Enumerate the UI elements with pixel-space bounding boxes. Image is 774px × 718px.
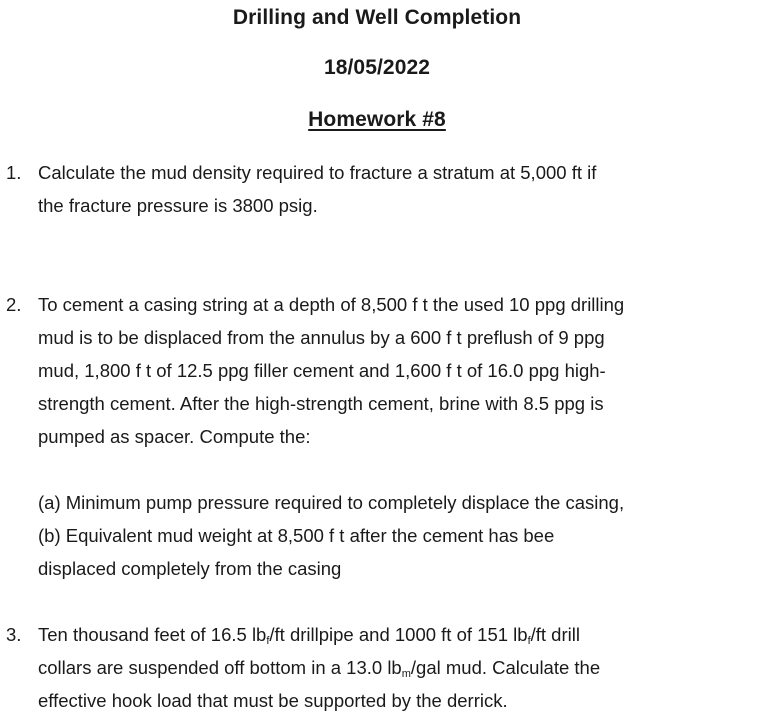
question-text-line: effective hook load that must be supported by the derrick. [38,690,508,711]
text-segment: collars are suspended off bottom in a 13.0 lb [38,657,402,678]
question-number: 3. [6,624,22,645]
part-b-text-continued: displaced completely from the casing [38,558,342,579]
question-text-line: the fracture pressure is 3800 psig. [38,195,318,216]
question-3 [0,618,774,718]
question-1 [0,156,774,226]
text-segment: Ten thousand feet of 16.5 lb [38,624,267,645]
question-text-line: To cement a casing string at a depth of 8,500 f t the used 10 ppg drilling [38,294,625,315]
text-segment: /ft drillpipe and 1000 ft of 151 lb [269,624,528,645]
unit-subscript: m [401,668,411,680]
assignment-date: 18/05/2022 [323,56,431,79]
question-text-line [38,618,580,651]
question-number: 2. [6,294,22,315]
question-text-line: mud, 1,800 f t of 12.5 ppg filler cement and 1,600 f t of 16.0 ppg high- [38,360,606,381]
question-text-line: Calculate the mud density required to fracture a stratum at 5,000 ft if [38,162,597,183]
question-2 [0,288,774,588]
homework-heading: Homework #8 [308,108,446,131]
question-text-line [38,651,600,684]
question-text-line: strength cement. After the high-strength cement, brine with 8.5 ppg is [38,393,604,414]
question-number: 1. [6,162,22,183]
course-title: Drilling and Well Completion [232,6,522,29]
unit-subscript: f [527,635,531,647]
part-b-text: (b) Equivalent mud weight at 8,500 f t after the cement has bee [38,525,555,546]
text-segment: /gal mud. Calculate the [410,657,601,678]
unit-subscript: f [266,635,270,647]
text-segment: /ft drill [530,624,580,645]
part-a-text: (a) Minimum pump pressure required to completely displace the casing, [38,492,625,513]
question-text-line: mud is to be displaced from the annulus by a 600 f t preflush of 9 ppg [38,327,605,348]
question-text-line: pumped as spacer. Compute the: [38,426,311,447]
